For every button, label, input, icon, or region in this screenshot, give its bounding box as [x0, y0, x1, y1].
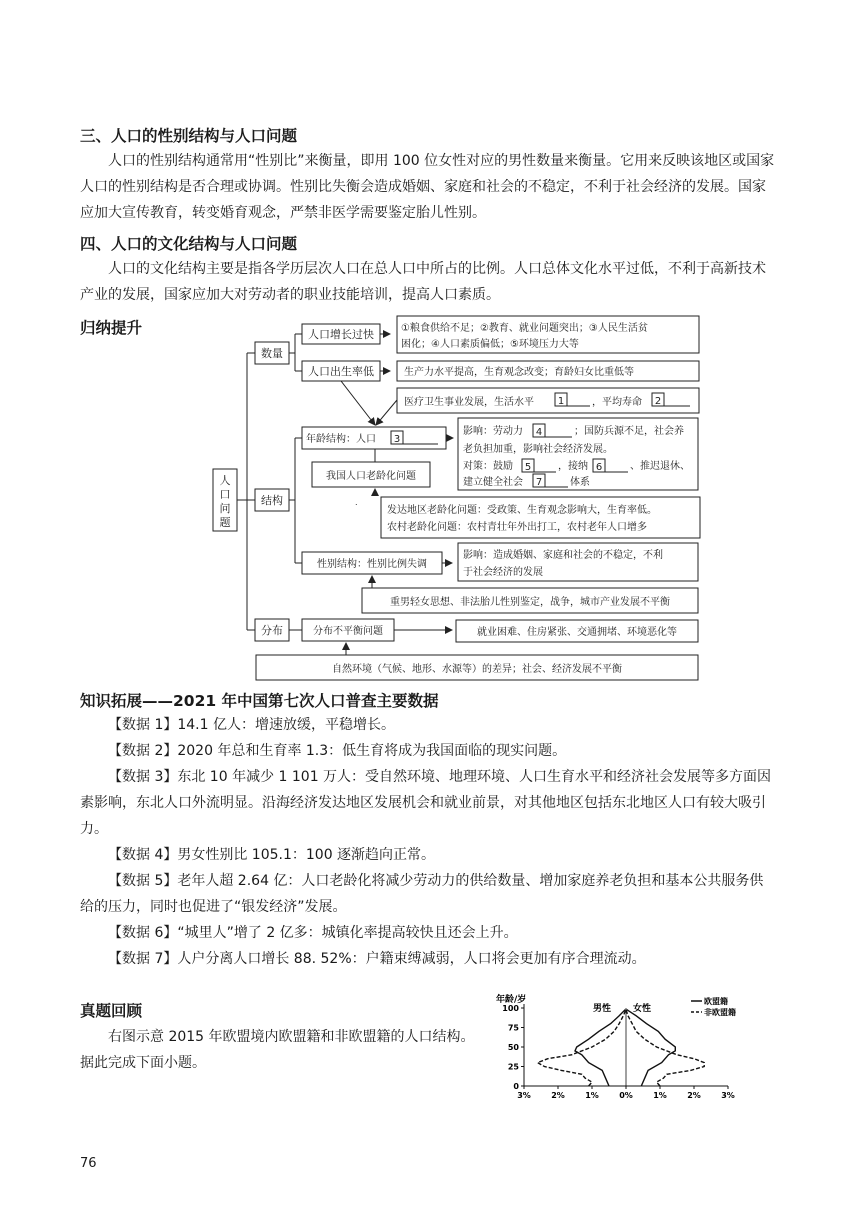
impact-label-a: 影响：劳动力 [463, 426, 523, 437]
data-item-tag: 【数据 3】 [108, 769, 178, 785]
sex-causes-label: 重男轻女思想、非法胎儿性别鉴定，战争，城市产业发展不平衡 [390, 597, 670, 608]
y-tick-label: 0 [513, 1082, 519, 1091]
growth-fast-label: 人口增长过快 [308, 328, 374, 341]
data-item-5-cont [80, 894, 800, 920]
section4-line-1: 人口的文化结构主要是指各学历层次人口在总人口中所占的比例。人口总体文化水平过低，不利于高新技术 [108, 261, 766, 277]
blank-4-number: 4 [535, 427, 543, 438]
section3-line-3: 应加大宣传教育，转变婚育观念，严禁非医学需要鉴定胎儿性别。 [80, 205, 486, 221]
data-item-6 [80, 920, 800, 946]
x-tick-label: 1% [653, 1091, 667, 1100]
data-item-tag: 【数据 6】 [108, 925, 178, 941]
uneven-label: 分布不平衡问题 [313, 626, 383, 637]
x-tick-label: 0% [619, 1091, 633, 1100]
section3-line-2: 人口的性别结构是否合理或协调。性别比失衡会造成婚姻、家庭和社会的不稳定，不利于社会经济的发展。国家 [80, 179, 766, 195]
measures-label-d: 建立健全社会 [463, 477, 523, 488]
root-char-4: 题 [219, 516, 231, 529]
measures-label-a: 对策：鼓励 [463, 461, 513, 472]
review-heading: 真题回顾 [80, 1002, 143, 1020]
stray-dot: . [355, 498, 358, 507]
data-item-3 [80, 764, 800, 790]
aging-causes-line-2: 农村老龄化问题：农村青壮年外出打工，农村老年人口增多 [387, 522, 647, 533]
blank-6-number: 6 [595, 462, 603, 473]
data-item-3-cont-2 [80, 816, 800, 842]
measures-label-b: ，接纳 [558, 461, 588, 472]
review-line-1: 右图示意 2015 年欧盟境内欧盟籍和非欧盟籍的人口结构。 [108, 1029, 475, 1045]
data-item-7 [80, 946, 800, 972]
y-tick-label: 75 [507, 1023, 519, 1033]
data-item-tag: 【数据 7】 [108, 951, 178, 967]
birth-low-causes-label: 生产力水平提高，生育观念改变；育龄妇女比重低等 [404, 367, 634, 378]
female-label: 女性 [633, 1004, 652, 1014]
distribution-label: 分布 [261, 624, 283, 637]
blank-2-number: 2 [654, 396, 662, 407]
sex-impact-line-2: 于社会经济的发展 [463, 567, 543, 578]
medical-label-b: ，平均寿命 [592, 397, 642, 408]
structure-label: 结构 [261, 494, 283, 507]
uneven-causes-label: 自然环境（气候、地形、水源等）的差异；社会、经济发展不平衡 [332, 664, 622, 675]
data-item-text: 素影响，东北人口外流明显。沿海经济发达地区发展机会和就业前景，对其他地区包括东北地区人口有较大吸引 [80, 795, 766, 811]
data-item-text: 东北 10 年减少 1 101 万人：受自然环境、地理环境、人口生育水平和经济社会发展等多方面因 [177, 769, 772, 785]
series-2-right-line [626, 1010, 704, 1086]
aging-causes-line-1: 发达地区老龄化问题：受政策、生育观念影响大，生育率低。 [387, 505, 657, 516]
x-tick-label: 3% [517, 1091, 531, 1100]
growth-effects-line-1: ①粮食供给不足；②教育、就业问题突出；③人民生活贫 [401, 323, 648, 334]
measures-label-c: 、推迟退休、 [630, 461, 690, 472]
birth-low-label: 人口出生率低 [308, 365, 374, 378]
x-tick-label: 2% [551, 1091, 565, 1100]
data-item-tag: 【数据 4】 [108, 847, 178, 863]
page-number: 76 [80, 1156, 97, 1171]
y-tick-label: 50 [507, 1043, 519, 1052]
population-pyramid-chart [494, 988, 764, 1106]
data-item-5 [80, 868, 800, 894]
expansion-heading: 知识拓展——2021 年中国第七次人口普查主要数据 [80, 692, 439, 710]
medical-label-a: 医疗卫生事业发展，生活水平 [404, 397, 534, 408]
data-item-text: 2020 年总和生育率 1.3：低生育将成为我国面临的现实问题。 [177, 743, 567, 759]
impact-line-2: 老负担加重，影响社会经济发展。 [463, 444, 613, 455]
data-item-tag: 【数据 5】 [108, 873, 178, 889]
data-item-text: 男女性别比 105.1：100 逐渐趋向正常。 [177, 847, 436, 863]
chart-ylabel: 年龄/岁 [496, 995, 527, 1005]
impact-label-b: ；国防兵源不足，社会养 [574, 426, 684, 437]
quantity-label: 数量 [261, 347, 283, 360]
male-label: 男性 [592, 1004, 611, 1014]
section3-heading: 三、人口的性别结构与人口问题 [80, 127, 298, 145]
age-structure-label: 年龄结构：人口 [306, 434, 376, 445]
data-item-text: 给的压力，同时也促进了“银发经济”发展。 [80, 899, 347, 915]
root-char-2: 口 [219, 488, 231, 501]
legend-series-2: 非欧盟籍 [704, 1008, 736, 1017]
data-item-text: 老年人超 2.64 亿：人口老龄化将减少劳动力的供给数量、增加家庭养老负担和基本公共服务供 [177, 873, 764, 889]
data-item-tag: 【数据 1】 [108, 717, 178, 733]
blank-1-number: 1 [557, 396, 565, 407]
x-tick-label: 2% [687, 1091, 701, 1100]
aging-problem-label: 我国人口老龄化问题 [326, 471, 416, 482]
root-char-1: 人 [219, 474, 231, 487]
data-item-2 [80, 738, 800, 764]
x-tick-label: 3% [721, 1091, 735, 1100]
measures-label-e: 体系 [570, 477, 590, 488]
x-tick-label: 1% [585, 1091, 599, 1100]
series-1-left-line [575, 1010, 625, 1086]
data-item-tag: 【数据 2】 [108, 743, 178, 759]
data-item-text: “城里人”增了 2 亿多：城镇化率提高较快且还会上升。 [177, 925, 518, 941]
legend-series-1: 欧盟籍 [704, 997, 728, 1006]
data-item-3-cont-1 [80, 790, 800, 816]
summary-heading: 归纳提升 [80, 319, 143, 337]
section3-line-1: 人口的性别结构通常用“性别比”来衡量，即用 100 位女性对应的男性数量来衡量。它用来反映该地区或国家 [108, 153, 775, 169]
review-line-2: 据此完成下面小题。 [80, 1055, 206, 1071]
uneven-effects-label: 就业困难、住房紧张、交通拥堵、环境恶化等 [477, 627, 677, 638]
blank-7-number: 7 [535, 477, 543, 488]
root-char-3: 问 [219, 502, 231, 515]
y-tick-label: 100 [502, 1004, 519, 1013]
expansion-list [80, 712, 800, 972]
blank-5-number: 5 [524, 462, 532, 473]
sex-impact-line-1: 影响：造成婚姻、家庭和社会的不稳定，不利 [463, 550, 663, 561]
section4-line-2: 产业的发展，国家应加大对劳动者的职业技能培训，提高人口素质。 [80, 287, 500, 303]
data-item-4 [80, 842, 800, 868]
y-tick-label: 25 [507, 1062, 519, 1072]
section4-heading: 四、人口的文化结构与人口问题 [80, 235, 298, 253]
data-item-text: 人户分离人口增长 88. 52%：户籍束缚减弱，人口将会更加有序合理流动。 [177, 951, 646, 967]
data-item-text: 力。 [80, 821, 108, 837]
growth-effects-line-2: 困化；④人口素质偏低；⑤环境压力大等 [401, 339, 579, 350]
sex-structure-label: 性别结构：性别比例失调 [317, 559, 427, 570]
data-item-text: 14.1 亿人：增速放缓，平稳增长。 [177, 717, 395, 733]
blank-3-number: 3 [393, 434, 401, 445]
data-item-1 [80, 712, 800, 738]
